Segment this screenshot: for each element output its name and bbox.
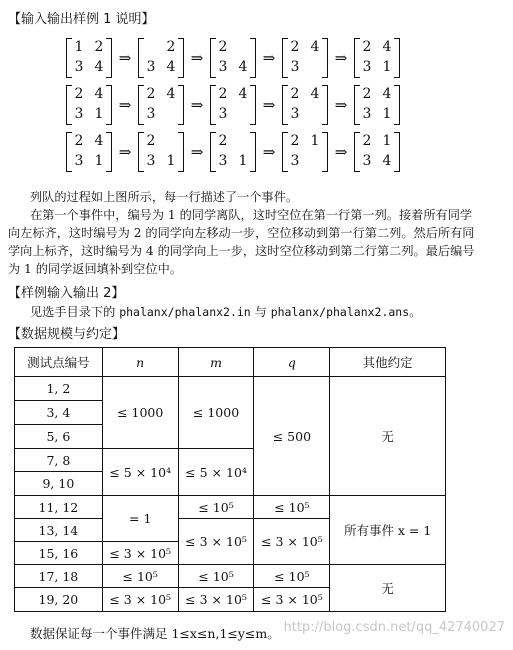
implies-arrow: ⇒: [262, 143, 276, 161]
matrix-cell: 4: [310, 86, 320, 102]
example2-mid: 与: [250, 305, 271, 319]
matrix-cell: 1: [310, 133, 320, 149]
implies-arrow: ⇒: [334, 96, 348, 114]
matrix-cell: 4: [238, 86, 248, 102]
matrix-cell: 4: [382, 39, 392, 55]
q-cell: ≤ 10⁵: [254, 565, 330, 588]
m-cell: ≤ 3 × 10⁵: [178, 519, 254, 565]
matrix: [210, 85, 256, 125]
matrix-cell: 4: [94, 86, 104, 102]
test-id-cell: 5, 6: [15, 425, 103, 449]
explanation-line-5: 为 1 的同学返回填补到空位中。: [8, 262, 182, 276]
table-row: [15, 377, 446, 401]
matrix: [138, 132, 184, 172]
matrix-cell: 3: [74, 153, 84, 169]
matrix-cell: 2: [218, 133, 228, 149]
test-id-cell: 19, 20: [15, 588, 103, 612]
matrix-cell: 4: [382, 86, 392, 102]
matrix-cell: 3: [290, 106, 300, 122]
explanation-line-2: 在第一个事件中，编号为 1 的同学离队，这时空位在第一行第一列。接着所有同学: [30, 208, 473, 222]
n-cell: ≤ 1000: [102, 377, 178, 449]
matrix-cell: 2: [218, 86, 228, 102]
test-id-cell: 13, 14: [15, 519, 103, 542]
matrix-cell: 3: [218, 153, 228, 169]
matrix-cell: 2: [362, 86, 372, 102]
matrix-cell: 4: [382, 153, 392, 169]
matrix-cell: 1: [166, 153, 176, 169]
implies-arrow: ⇒: [118, 96, 132, 114]
implies-arrow: ⇒: [262, 96, 276, 114]
test-id-cell: 9, 10: [15, 472, 103, 496]
matrix-cell: 2: [146, 86, 156, 102]
header-other: 其他约定: [330, 348, 446, 377]
example2-text: [30, 303, 421, 321]
test-id-cell: 7, 8: [15, 449, 103, 472]
matrix-cell: 2: [290, 133, 300, 149]
watermark: http://blog.csdn.net/qq_42740027: [283, 620, 505, 635]
n-cell: ≤ 10⁵: [102, 565, 178, 588]
other-cell: 无: [330, 565, 446, 612]
matrix: [66, 85, 112, 125]
file-link-in: phalanx/phalanx2.in: [119, 305, 251, 319]
matrix-cell: 1: [94, 153, 104, 169]
matrix-cell: 1: [94, 106, 104, 122]
implies-arrow: ⇒: [334, 143, 348, 161]
n-cell: ≤ 3 × 10⁵: [102, 542, 178, 565]
header-n: n: [102, 348, 178, 377]
header-q: q: [254, 348, 330, 377]
matrix: [138, 38, 184, 78]
example2-suffix: 。: [409, 305, 422, 319]
explanation-line-3: 向左标齐，这时编号为 2 的同学向左移动一步，空位移动到第一行第二列。然后所有同: [8, 226, 475, 240]
test-id-cell: 15, 16: [15, 542, 103, 565]
matrix-sequence-row: [66, 36, 400, 80]
matrix-cell: 2: [362, 39, 372, 55]
matrix: [354, 85, 400, 125]
matrix-cell: 2: [146, 133, 156, 149]
matrix-cell: 4: [310, 39, 320, 55]
matrix-cell: 3: [74, 59, 84, 75]
q-cell: ≤ 500: [254, 377, 330, 496]
matrix-sequence-row: [66, 130, 400, 174]
explanation-line-4: 学向上标齐，这时编号为 4 的同学向上一步，这时空位移动到第二行第二列。最后编号: [8, 244, 475, 258]
matrix: [66, 132, 112, 172]
matrix-cell: 2: [290, 86, 300, 102]
matrix-cell: 1: [382, 133, 392, 149]
m-cell: ≤ 10⁵: [178, 565, 254, 588]
matrix-cell: 2: [94, 39, 104, 55]
matrix-cell: 3: [290, 59, 300, 75]
n-cell: ≤ 3 × 10⁵: [102, 588, 178, 612]
table-row: [15, 496, 446, 519]
other-cell: 所有事件 x = 1: [330, 496, 446, 565]
matrix: [210, 38, 256, 78]
matrix-cell: 2: [74, 133, 84, 149]
matrix: [66, 38, 112, 78]
matrix-cell: 2: [166, 39, 176, 55]
implies-arrow: ⇒: [118, 143, 132, 161]
implies-arrow: ⇒: [334, 49, 348, 67]
matrix-cell: 3: [362, 59, 372, 75]
n-cell: ≤ 5 × 10⁴: [102, 449, 178, 496]
implies-arrow: ⇒: [262, 49, 276, 67]
test-id-cell: 1, 2: [15, 377, 103, 401]
q-cell: ≤ 3 × 10⁵: [254, 588, 330, 612]
implies-arrow: ⇒: [118, 49, 132, 67]
m-cell: ≤ 3 × 10⁵: [178, 588, 254, 612]
m-cell: ≤ 5 × 10⁴: [178, 449, 254, 496]
matrix-cell: 3: [218, 59, 228, 75]
q-cell: ≤ 10⁵: [254, 496, 330, 519]
matrix-cell: 3: [290, 153, 300, 169]
matrix-cell: 3: [362, 153, 372, 169]
constraints-table: [14, 347, 446, 612]
implies-arrow: ⇒: [190, 96, 204, 114]
matrix-cell: 2: [290, 39, 300, 55]
matrix-cell: 3: [218, 106, 228, 122]
header-m: m: [178, 348, 254, 377]
matrix: [282, 85, 328, 125]
footer-note: 数据保证每一个事件满足 1≤x≤n,1≤y≤m。: [30, 626, 280, 641]
test-id-cell: 3, 4: [15, 401, 103, 425]
matrix-cell: 4: [166, 59, 176, 75]
table-header-row: [15, 348, 446, 377]
matrix-cell: 3: [146, 59, 156, 75]
matrix-cell: 3: [362, 106, 372, 122]
matrix-cell: 1: [382, 59, 392, 75]
m-cell: ≤ 1000: [178, 377, 254, 449]
test-id-cell: 17, 18: [15, 565, 103, 588]
implies-arrow: ⇒: [190, 143, 204, 161]
matrix-cell: 1: [238, 153, 248, 169]
implies-arrow: ⇒: [190, 49, 204, 67]
matrix-sequence-row: [66, 83, 400, 127]
q-cell: ≤ 3 × 10⁵: [254, 519, 330, 565]
n-cell: = 1: [102, 496, 178, 542]
other-cell: 无: [330, 377, 446, 496]
matrix: [282, 38, 328, 78]
matrix-cell: 4: [238, 59, 248, 75]
matrix-cell: 4: [94, 133, 104, 149]
matrix-cell: 4: [94, 59, 104, 75]
file-link-ans: phalanx/phalanx2.ans: [270, 305, 410, 319]
matrix: [354, 132, 400, 172]
matrix-cell: 4: [166, 86, 176, 102]
test-id-cell: 11, 12: [15, 496, 103, 519]
constraints-title: 【数据规模与约定】: [8, 327, 126, 342]
matrix-cell: 1: [74, 39, 84, 55]
matrix-cell: 2: [218, 39, 228, 55]
matrix: [210, 132, 256, 172]
matrix-cell: 3: [146, 106, 156, 122]
example2-title: 【样例输入输出 2】: [8, 286, 125, 301]
matrix-cell: 2: [74, 86, 84, 102]
header-test-id: 测试点编号: [15, 348, 103, 377]
matrix-cell: 2: [362, 133, 372, 149]
matrix-cell: 3: [74, 106, 84, 122]
table-row: [15, 565, 446, 588]
matrix: [282, 132, 328, 172]
m-cell: ≤ 10⁵: [178, 496, 254, 519]
matrix-cell: 1: [382, 106, 392, 122]
example2-prefix: 见选手目录下的: [30, 305, 120, 319]
matrix: [138, 85, 184, 125]
explanation-line-1: 列队的过程如上图所示，每一行描述了一个事件。: [30, 190, 299, 204]
example1-title: 【输入输出样例 1 说明】: [8, 12, 155, 27]
matrix-cell: 3: [146, 153, 156, 169]
matrix: [354, 38, 400, 78]
